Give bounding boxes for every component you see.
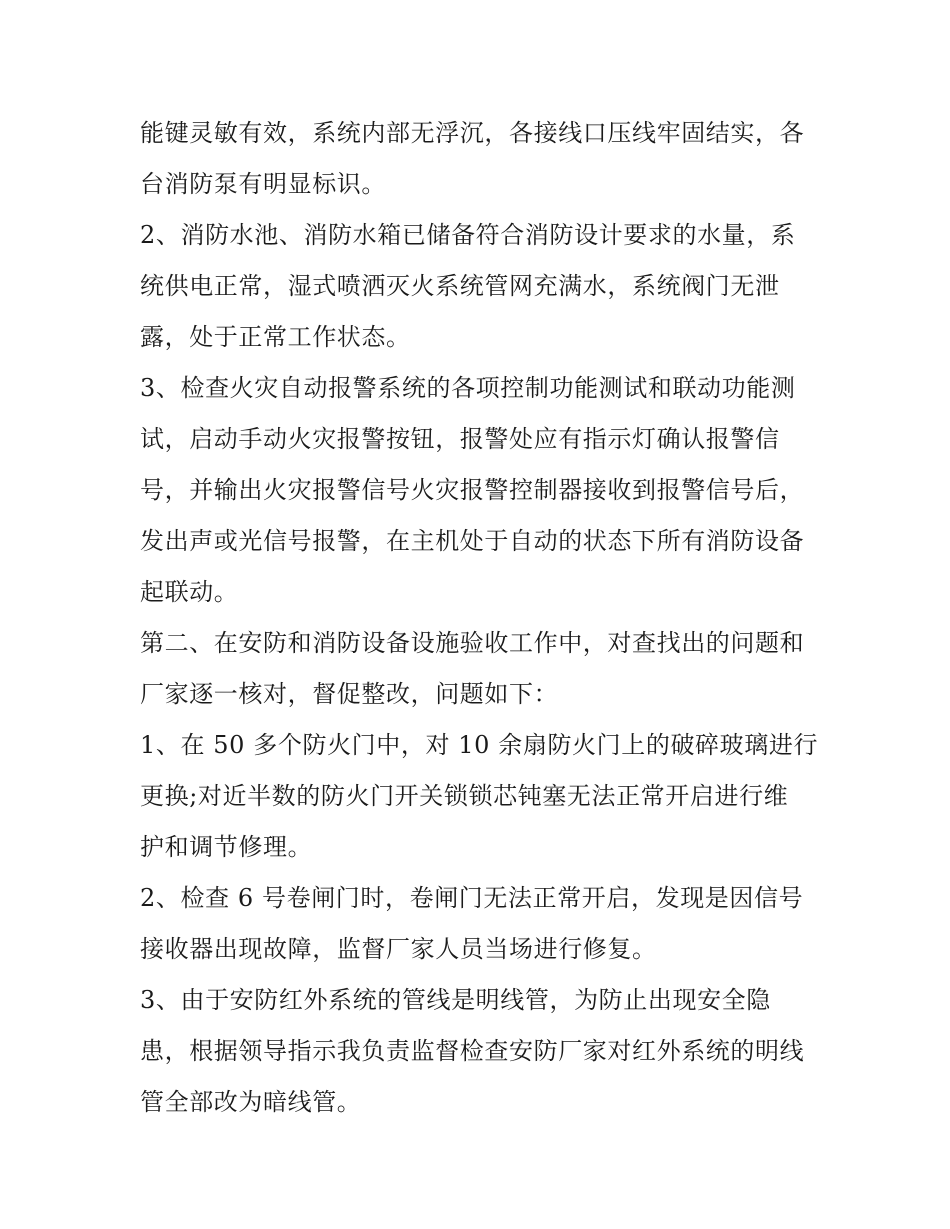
text-line: 发出声或光信号报警，在主机处于自动的状态下所有消防设备	[140, 527, 805, 555]
text-line: 3、由于安防红外系统的管线是明线管，为防止出现安全隐	[140, 986, 771, 1014]
text-line: 2、检查 6 号卷闸门时，卷闸门无法正常开启，发现是因信号	[140, 884, 804, 912]
text-line: 露，处于正常工作状态。	[140, 323, 411, 351]
text-line: 台消防泵有明显标识。	[140, 170, 386, 198]
text-line: 1、在 50 多个防火门中，对 10 余扇防火门上的破碎玻璃进行	[140, 731, 819, 759]
text-line: 统供电正常，湿式喷洒灭火系统管网充满水，系统阀门无泄	[140, 272, 780, 300]
text-line: 患，根据领导指示我负责监督检查安防厂家对红外系统的明线	[140, 1037, 805, 1065]
text-line: 试，启动手动火灾报警按钮，报警处应有指示灯确认报警信	[140, 425, 780, 453]
text-line: 厂家逐一核对，督促整改，问题如下：	[140, 680, 559, 708]
text-line: 号，并输出火灾报警信号火灾报警控制器接收到报警信号后，	[140, 476, 805, 504]
text-line: 管全部改为暗线管。	[140, 1088, 362, 1116]
text-line: 第二、在安防和消防设备设施验收工作中，对查找出的问题和	[140, 629, 805, 657]
document-body	[140, 108, 820, 1128]
text-line: 能键灵敏有效，系统内部无浮沉，各接线口压线牢固结实，各	[140, 119, 805, 147]
text-line: 2、消防水池、消防水箱已储备符合消防设计要求的水量，系	[140, 221, 796, 249]
text-line: 3、检查火灾自动报警系统的各项控制功能测试和联动功能测	[140, 374, 796, 402]
text-line: 更换;对近半数的防火门开关锁锁芯钝塞无法正常开启进行维	[140, 782, 789, 810]
text-line: 护和调节修理。	[140, 833, 313, 861]
text-line: 接收器出现故障，监督厂家人员当场进行修复。	[140, 935, 657, 963]
text-line: 起联动。	[140, 578, 239, 606]
